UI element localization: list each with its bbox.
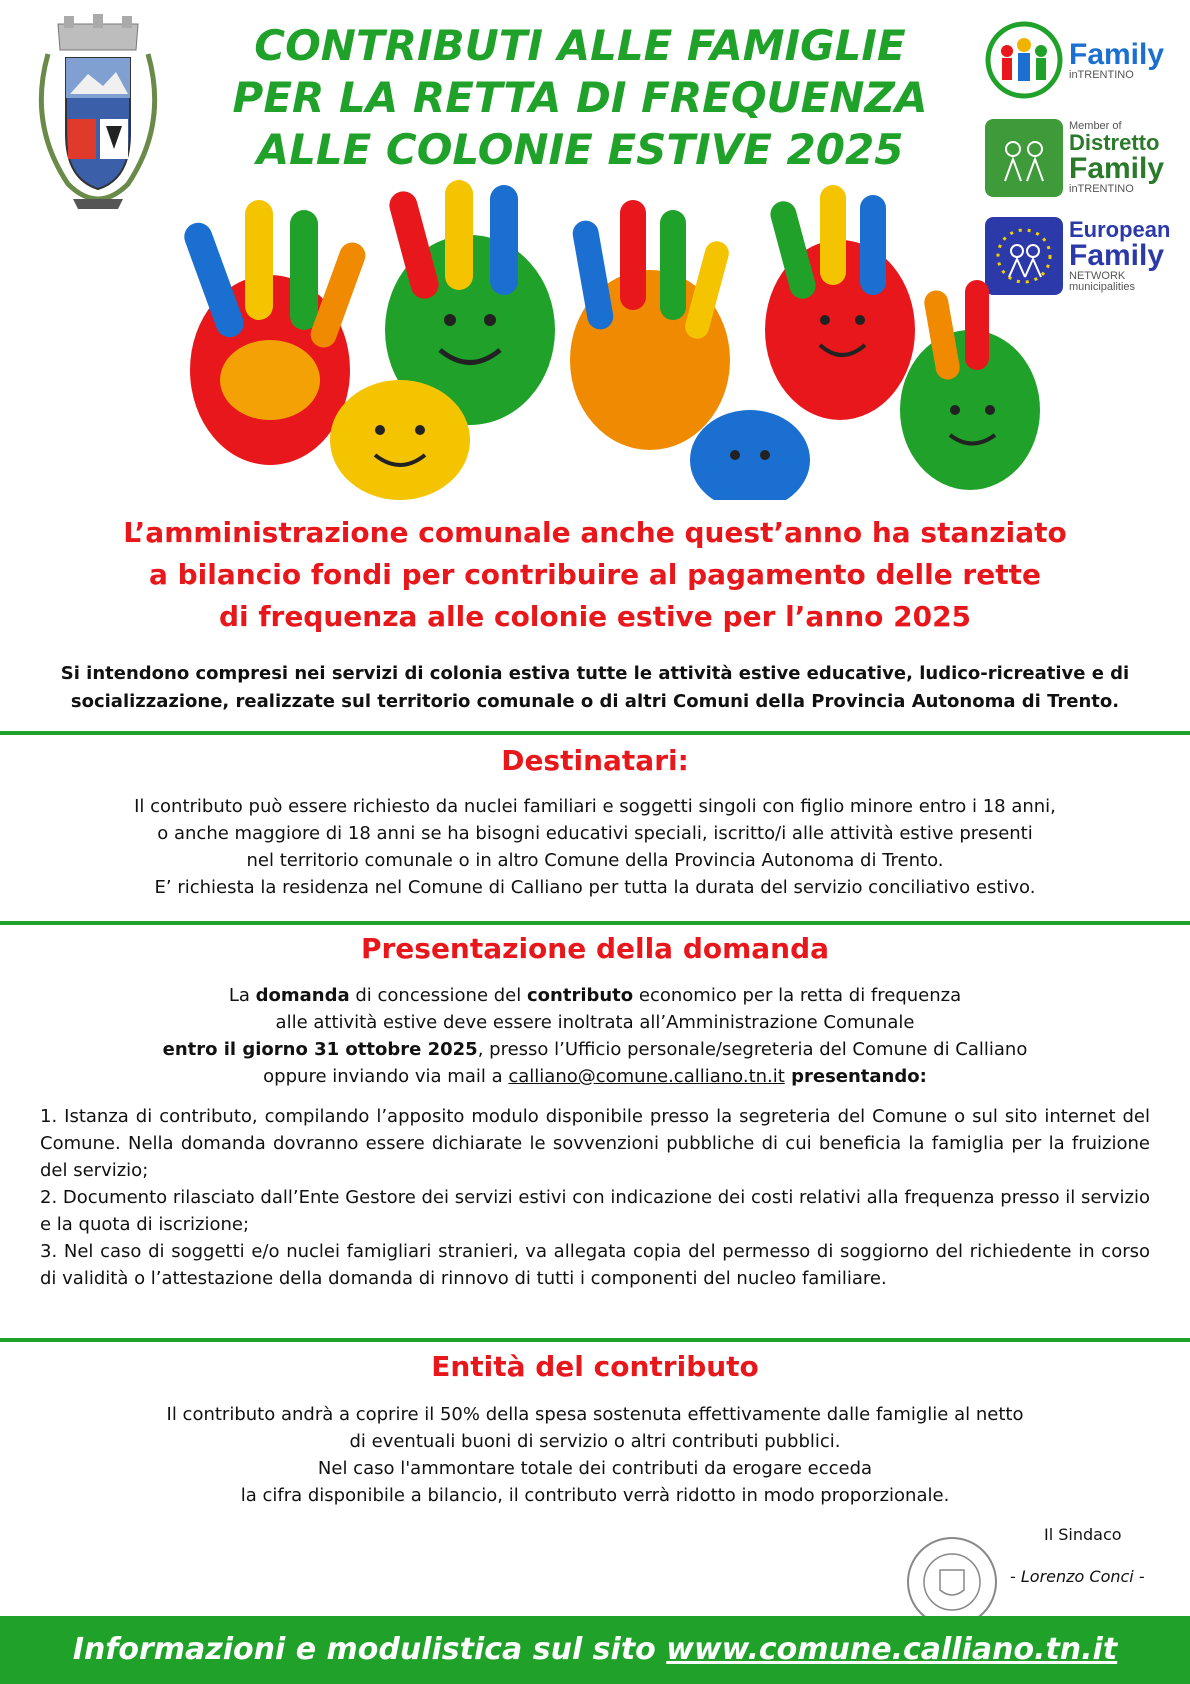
entita-body — [10, 1401, 1180, 1509]
lead-announcement — [20, 512, 1170, 638]
destinatari-line-2: o anche maggiore di 18 anni se ha bisogni educativi speciali, iscritto/i alle attività estive presenti — [157, 823, 1033, 844]
title-line-3: ALLE COLONIE ESTIVE 2025 — [256, 125, 904, 174]
destinatari-body — [10, 793, 1180, 901]
list-item: 1. Istanza di contributo, compilando l’apposito modulo disponibile presso la segreteria del Comune o sul sito internet del Comune. Nella domanda dovranno essere dichiarate le sovvenzioni pubbliche di cui beneficia la famiglia per la fruizione del servizio; — [40, 1106, 1150, 1181]
destinatari-line-1: Il contributo può essere richiesto da nuclei familiari e soggetti singoli con figlio minore entro i 18 anni, — [134, 796, 1056, 817]
footer-text: Informazioni e modulistica sul sito — [72, 1632, 667, 1667]
european-family-text: Family — [1069, 239, 1165, 272]
entita-line-3: Nel caso l'ammontare totale dei contributi da erogare ecceda — [317, 1458, 873, 1479]
family-figures-icon — [985, 21, 1063, 99]
signature-label: Il Sindaco — [1044, 1525, 1122, 1544]
page-title — [200, 20, 960, 176]
entita-line-2: di eventuali buoni di servizio o altri contributi pubblici. — [349, 1431, 841, 1452]
entita-heading: Entità del contributo — [431, 1350, 759, 1383]
domanda-body — [10, 982, 1180, 1090]
hand-7 — [900, 280, 1040, 490]
family-in-trentino-logo — [985, 16, 1175, 104]
domanda-line-4: oppure inviando via mail a calliano@comune.calliano.tn.it presentando: — [263, 1066, 927, 1087]
distretto-text: Distretto — [1069, 130, 1160, 155]
hand-4 — [570, 200, 732, 450]
intro-line-1: Si intendono compresi nei servizi di colonia estiva tutte le attività estive educative, ludico-ricreative e di — [60, 663, 1130, 684]
destinatari-line-3: nel territorio comunale o in altro Comune della Provincia Autonoma di Trento. — [246, 850, 944, 871]
european-municipalities-text: municipalities — [1069, 281, 1136, 293]
intro-line-2: socializzazione, realizzate sul territorio comunale o di altri Comuni della Provincia Autonoma di Trento. — [70, 691, 1120, 712]
signature-name: - Lorenzo Conci - — [1010, 1567, 1145, 1586]
lead-line-3: di frequenza alle colonie estive per l’anno 2025 — [218, 600, 972, 633]
list-item: 3. Nel caso di soggetti e/o nuclei famigliari stranieri, va allegata copia del permesso di soggiorno del richiedente in corso di validità o l’attestazione della domanda di rinnovo di tutti i componenti del nucleo familiare. — [40, 1241, 1150, 1289]
footer-website-link[interactable]: www.comune.calliano.tn.it — [666, 1632, 1118, 1667]
painted-hands-illustration — [150, 180, 1040, 500]
destinatari-line-4: E’ richiesta la residenza nel Comune di Calliano per tutta la durata del servizio conciliativo estivo. — [154, 877, 1036, 898]
email-link[interactable]: calliano@comune.calliano.tn.it — [508, 1066, 785, 1087]
distretto-member-text: Member of — [1069, 120, 1122, 132]
european-network-text: NETWORK — [1069, 270, 1126, 282]
distretto-family-text: Family — [1069, 152, 1165, 185]
hand-5 — [690, 410, 810, 500]
hand-6 — [765, 185, 915, 420]
european-text: European — [1069, 217, 1171, 242]
domanda-line-3: entro il giorno 31 ottobre 2025, presso l’Ufficio personale/segreteria del Comune di Calliano — [162, 1039, 1028, 1060]
required-documents-list — [40, 1103, 1150, 1292]
divider-2 — [0, 921, 1190, 925]
domanda-heading: Presentazione della domanda — [360, 932, 830, 965]
title-line-1: CONTRIBUTI ALLE FAMIGLIE — [254, 21, 906, 70]
family-logo-text: Family — [1069, 37, 1165, 71]
destinatari-heading: Destinatari: — [501, 744, 689, 777]
domanda-line-2: alle attività estive deve essere inoltrata all’Amministrazione Comunale — [275, 1012, 915, 1033]
distretto-sub: inTRENTINO — [1069, 183, 1134, 195]
title-line-2: PER LA RETTA DI FREQUENZA — [232, 73, 928, 122]
domanda-line-1: La domanda di concessione del contributo economico per la retta di frequenza — [228, 985, 962, 1006]
footer-banner — [0, 1616, 1190, 1684]
lead-line-1: L’amministrazione comunale anche quest’anno ha stanziato — [123, 516, 1067, 549]
family-logo-sub: inTRENTINO — [1069, 68, 1134, 81]
divider-3 — [0, 1338, 1190, 1342]
entita-line-1: Il contributo andrà a coprire il 50% della spesa sostenuta effettivamente dalle famiglie al netto — [166, 1404, 1024, 1425]
hand-3 — [330, 380, 470, 500]
entita-line-4: la cifra disponibile a bilancio, il contributo verrà ridotto in modo proporzionale. — [240, 1485, 950, 1506]
intro-paragraph — [20, 660, 1170, 716]
lead-line-2: a bilancio fondi per contribuire al pagamento delle rette — [148, 558, 1041, 591]
list-item: 2. Documento rilasciato dall’Ente Gestore dei servizi estivi con indicazione dei costi relativi alla frequenza presso il servizio e la quota di iscrizione; — [40, 1187, 1150, 1235]
divider-1 — [0, 731, 1190, 735]
